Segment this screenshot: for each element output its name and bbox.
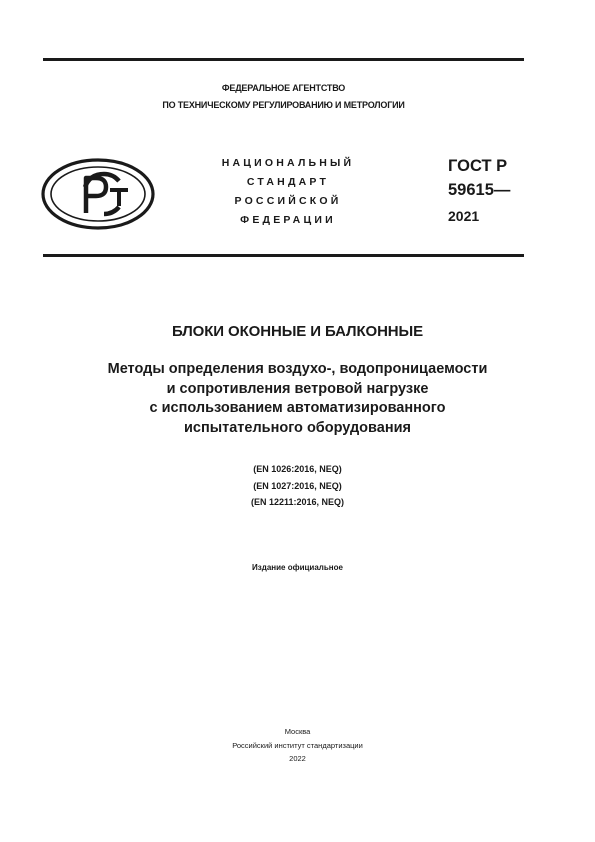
- agency-line-1: ФЕДЕРАЛЬНОЕ АГЕНТСТВО: [221, 83, 346, 93]
- standard-kind: [200, 154, 376, 230]
- standard-designation: [448, 154, 510, 228]
- designation-year: 2021: [448, 208, 480, 224]
- subtitle-line: Методы определения воздухо-, водопроницаемости: [107, 361, 488, 377]
- standard-kind-line: НАЦИОНАЛЬНЫЙ: [221, 157, 355, 169]
- agency-line-2: ПО ТЕХНИЧЕСКОМУ РЕГУЛИРОВАНИЮ И МЕТРОЛОГИИ: [162, 100, 405, 110]
- imprint-year: 2022: [289, 754, 306, 763]
- designation-number: 59615—: [448, 181, 511, 199]
- harmonization-references: [43, 461, 552, 511]
- subtitle-line: испытательного оборудования: [184, 419, 411, 436]
- reference-item: (EN 12211:2016, NEQ): [250, 497, 345, 507]
- imprint-publisher: Российский институт стандартизации: [232, 740, 363, 750]
- subtitle-line: с использованием автоматизированного: [149, 400, 446, 416]
- top-rule: [43, 58, 524, 61]
- imprint: [43, 725, 552, 766]
- agency-name: [43, 80, 524, 114]
- standard-kind-line: ФЕДЕРАЦИИ: [240, 214, 336, 226]
- subtitle-line: и сопротивления ветровой нагрузке: [166, 380, 429, 397]
- reference-item: (EN 1026:2016, NEQ): [253, 464, 342, 474]
- document-subtitle: [43, 360, 552, 438]
- standard-kind-line: СТАНДАРТ: [246, 176, 330, 188]
- document-title: БЛОКИ ОКОННЫЕ И БАЛКОННЫЕ: [171, 323, 424, 340]
- designation-prefix: ГОСТ Р: [448, 157, 508, 175]
- header-rule: [43, 254, 524, 257]
- imprint-city: Москва: [284, 727, 311, 736]
- reference-item: (EN 1027:2016, NEQ): [253, 480, 342, 491]
- standard-kind-line: РОССИЙСКОЙ: [234, 195, 342, 207]
- edition-note: Издание официальное: [252, 563, 343, 572]
- rst-certification-mark-icon: [40, 157, 156, 231]
